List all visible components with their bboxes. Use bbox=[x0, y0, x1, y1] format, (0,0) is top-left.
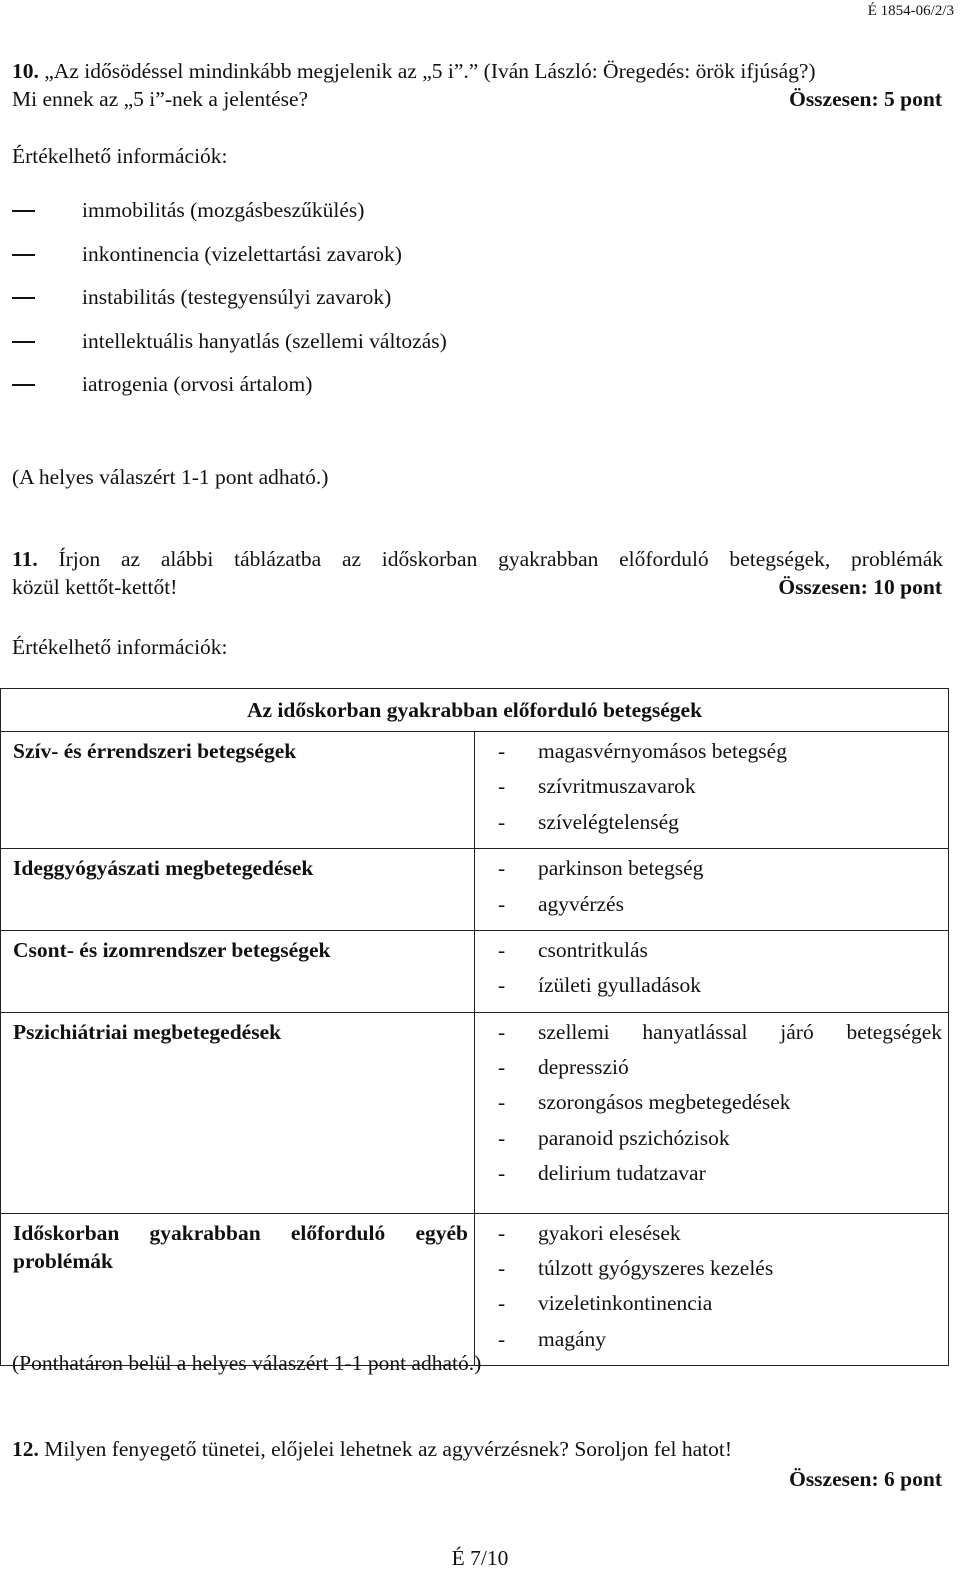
list-item: - agyvérzés bbox=[485, 891, 942, 918]
q10-answer-list bbox=[12, 197, 447, 415]
list-item bbox=[12, 328, 447, 372]
list-item bbox=[12, 197, 447, 241]
q12-total-points: Összesen: 6 pont bbox=[789, 1467, 942, 1491]
dash-bullet-icon bbox=[12, 210, 35, 212]
q10-total-points: Összesen: 5 pont bbox=[789, 87, 942, 111]
item-text: parkinson betegség bbox=[538, 856, 704, 881]
q11-scoring-note: (Ponthatáron belül a helyes válaszért 1-1 pont adható.) bbox=[12, 1351, 482, 1375]
list-item bbox=[12, 284, 447, 328]
item-text: agyvérzés bbox=[538, 891, 624, 916]
item-text: magány bbox=[538, 1326, 607, 1351]
dash-bullet-icon bbox=[12, 254, 35, 256]
category-cell: Szív- és érrendszeri betegségek bbox=[1, 732, 475, 849]
document-code: É 1854-06/2/3 bbox=[867, 3, 954, 19]
category-cell: Pszichiátriai megbetegedések bbox=[1, 1012, 475, 1213]
dash-bullet-icon bbox=[12, 384, 35, 386]
item-text: szellemi hanyatlással járó betegségek bbox=[538, 1019, 942, 1044]
item-text: depresszió bbox=[538, 1055, 629, 1079]
dash-bullet-icon bbox=[12, 297, 35, 299]
q11-line1 bbox=[12, 546, 943, 574]
q12-line1 bbox=[12, 1436, 732, 1464]
item-text: delirium tudatzavar bbox=[538, 1161, 706, 1186]
item-text: magasvérnyomásos betegség bbox=[538, 739, 787, 763]
page-number: É 7/10 bbox=[451, 1546, 509, 1570]
items-cell bbox=[475, 1012, 949, 1213]
item-text: csontritkulás bbox=[538, 937, 648, 962]
list-item: - csontritkulás bbox=[485, 937, 942, 964]
list-item: - depresszió bbox=[485, 1054, 942, 1081]
list-item: - szorongásos megbetegedések bbox=[485, 1089, 942, 1116]
items-cell bbox=[475, 732, 949, 849]
q10-question-text: „Az idősödéssel mindinkább megjelenik az „5 i”.” (Iván László: Öregedés: örök ifjúság?) bbox=[44, 59, 816, 83]
table-row bbox=[1, 930, 949, 1012]
table-row bbox=[1, 849, 949, 931]
category-cell: Ideggyógyászati megbetegedések bbox=[1, 849, 475, 931]
list-item: - magasvérnyomásos betegség bbox=[485, 738, 942, 765]
list-item: - túlzott gyógyszeres kezelés bbox=[485, 1255, 942, 1282]
item-text: szívritmuszavarok bbox=[538, 774, 696, 799]
item-text: túlzott gyógyszeres kezelés bbox=[538, 1256, 774, 1280]
item-text: szorongásos megbetegedések bbox=[538, 1090, 791, 1115]
q12-question-text: Milyen fenyegető tünetei, előjelei lehetnek az agyvérzésnek? Soroljon fel hatot! bbox=[44, 1437, 732, 1461]
item-text: gyakori elesések bbox=[538, 1220, 681, 1245]
items-cell bbox=[475, 1213, 949, 1366]
list-item: - parkinson betegség bbox=[485, 855, 942, 882]
table-title: Az időskorban gyakrabban előforduló betegségek bbox=[1, 689, 949, 732]
list-item-text: inkontinencia (vizelettartási zavarok) bbox=[82, 241, 402, 266]
list-item-text: intellektuális hanyatlás (szellemi változás) bbox=[82, 328, 447, 353]
item-text: szívelégtelenség bbox=[538, 809, 679, 834]
table-row bbox=[1, 1012, 949, 1213]
q10-line1 bbox=[12, 58, 816, 86]
q11-info-heading: Értékelhető információk: bbox=[12, 635, 228, 659]
q10-line2: Mi ennek az „5 i”-nek a jelentése? bbox=[12, 87, 309, 111]
list-item bbox=[12, 241, 447, 285]
q10-scoring-note: (A helyes válaszért 1-1 pont adható.) bbox=[12, 465, 329, 489]
table-header-row bbox=[1, 689, 949, 732]
table-row bbox=[1, 732, 949, 849]
list-item: - gyakori elesések bbox=[485, 1220, 942, 1247]
list-item bbox=[12, 371, 447, 415]
q10-number: 10. bbox=[12, 59, 39, 83]
list-item-text: iatrogenia (orvosi ártalom) bbox=[82, 372, 313, 396]
list-item: - magány bbox=[485, 1326, 942, 1353]
q11-question-text: Írjon az alábbi táblázatba az időskorban gyakrabban előforduló betegségek, problémák bbox=[58, 547, 943, 571]
list-item: - delirium tudatzavar bbox=[485, 1160, 942, 1187]
q11-number: 11. bbox=[12, 547, 38, 571]
list-item: - szívritmuszavarok bbox=[485, 773, 942, 800]
diseases-table bbox=[0, 688, 949, 1366]
item-text: vizeletinkontinencia bbox=[538, 1291, 713, 1316]
table-row bbox=[1, 1213, 949, 1366]
list-item-text: instabilitás (testegyensúlyi zavarok) bbox=[82, 285, 392, 309]
item-text: ízületi gyulladások bbox=[538, 973, 702, 998]
list-item: - ízületi gyulladások bbox=[485, 972, 942, 999]
list-item: - vizeletinkontinencia bbox=[485, 1290, 942, 1317]
list-item-text: immobilitás (mozgásbeszűkülés) bbox=[82, 198, 365, 222]
q12-number: 12. bbox=[12, 1437, 39, 1461]
category-cell: Csont- és izomrendszer betegségek bbox=[1, 930, 475, 1012]
items-cell bbox=[475, 930, 949, 1012]
q11-total-points: Összesen: 10 pont bbox=[778, 575, 942, 599]
category-cell: Időskorban gyakrabban előforduló egyéb problémák bbox=[1, 1213, 475, 1366]
list-item: - paranoid pszichózisok bbox=[485, 1125, 942, 1152]
dash-bullet-icon bbox=[12, 341, 35, 343]
items-cell bbox=[475, 849, 949, 931]
q10-info-heading: Értékelhető információk: bbox=[12, 144, 228, 168]
list-item: - szívelégtelenség bbox=[485, 809, 942, 836]
item-text: paranoid pszichózisok bbox=[538, 1125, 730, 1150]
list-item: - szellemi hanyatlással járó betegségek bbox=[498, 1019, 942, 1044]
q11-line2: közül kettőt-kettőt! bbox=[12, 575, 178, 599]
